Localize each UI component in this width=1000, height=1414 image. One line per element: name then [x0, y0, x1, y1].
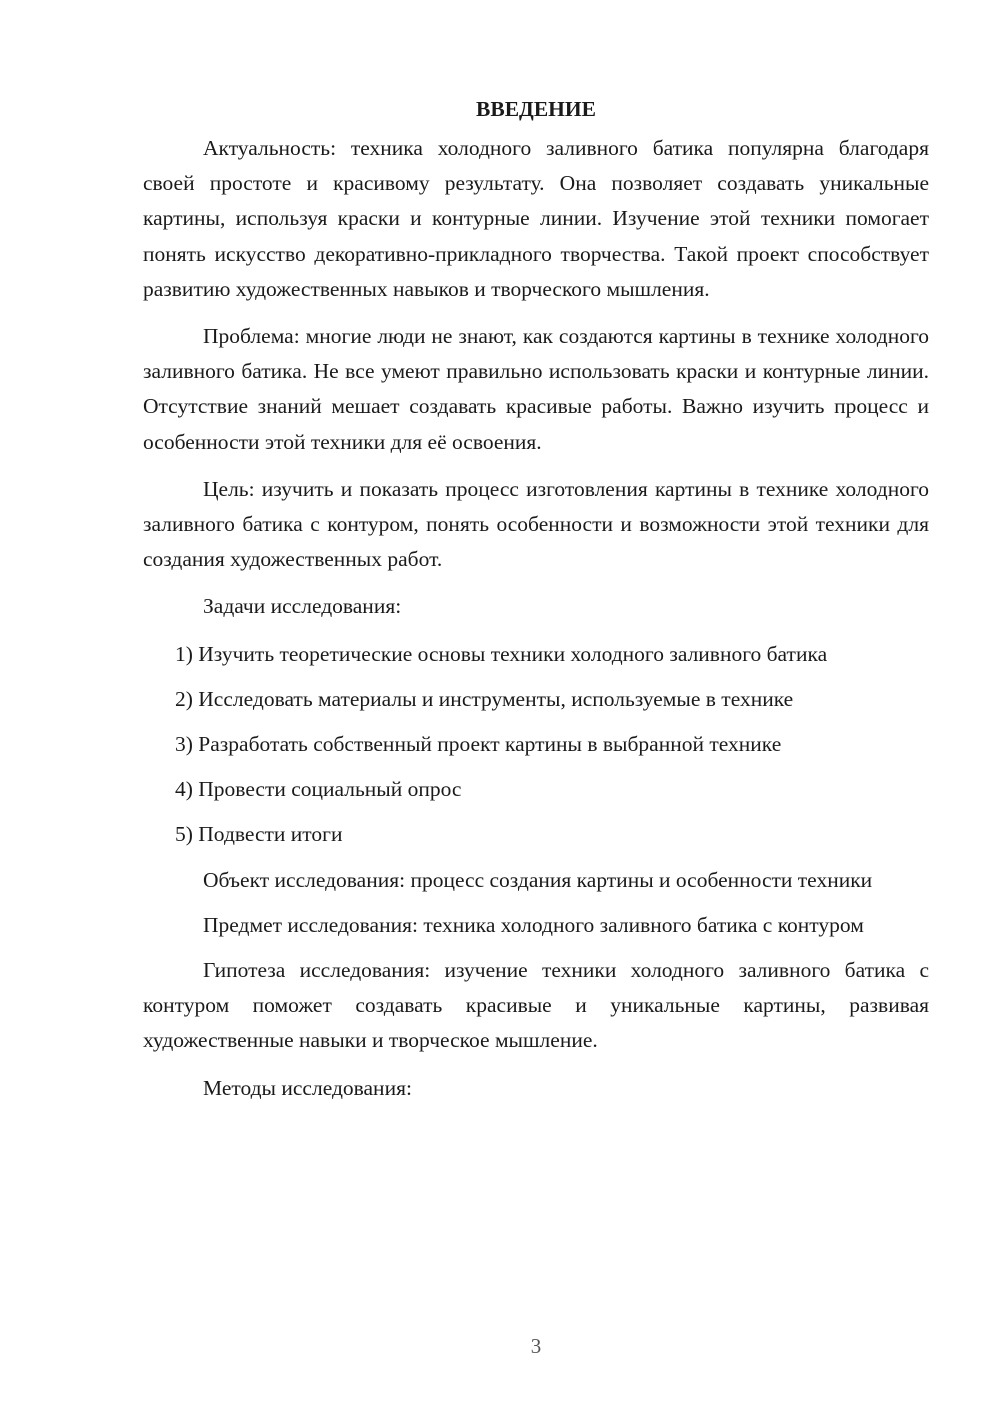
task-item-1: 1) Изучить теоретические основы техники холодного заливного батика — [175, 641, 828, 666]
paragraph-problem: Проблема: многие люди не знают, как создаются картины в технике холодного заливного батика. Не все умеют правильно использовать краски и контурные линии. Отсутствие знаний мешает создавать красивые работы. Важно изучить процесс и особенности этой техники для её освоения. — [143, 324, 929, 454]
page-title: ВВЕДЕНИЕ — [476, 97, 596, 121]
task-item-4: 4) Провести социальный опрос — [175, 777, 462, 802]
paragraph-hypothesis: Гипотеза исследования: изучение техники холодного заливного батика с контуром поможет создавать красивые и уникальные картины, развивая художественные навыки и творческое мышление. — [143, 958, 929, 1053]
task-item-3: 3) Разработать собственный проект картины в выбранной технике — [175, 732, 782, 757]
tasks-heading: Задачи исследования: — [203, 594, 402, 619]
methods-heading: Методы исследования: — [203, 1075, 412, 1100]
paragraph-subject: Предмет исследования: техника холодного заливного батика с контуром — [203, 912, 864, 937]
page-content — [143, 92, 929, 1106]
paragraph-relevance: Актуальность: техника холодного заливного батика популярна благодаря своей простоте и красивому результату. Она позволяет создавать уникальные картины, используя краски и контурные линии. Изучение этой техники помогает понять искусство декоративно-прикладного творчества. Такой проект способствует развитию художественных навыков и творческого мышления. — [143, 136, 929, 301]
task-item-2: 2) Исследовать материалы и инструменты, используемые в технике — [175, 686, 794, 711]
page-number: 3 — [530, 1334, 542, 1358]
paragraph-goal: Цель: изучить и показать процесс изготовления картины в технике холодного заливного батика с контуром, понять особенности и возможности этой техники для создания художественных работ. — [143, 476, 929, 572]
paragraph-object: Объект исследования: процесс создания картины и особенности техники — [203, 867, 873, 892]
task-item-5: 5) Подвести итоги — [175, 822, 343, 847]
